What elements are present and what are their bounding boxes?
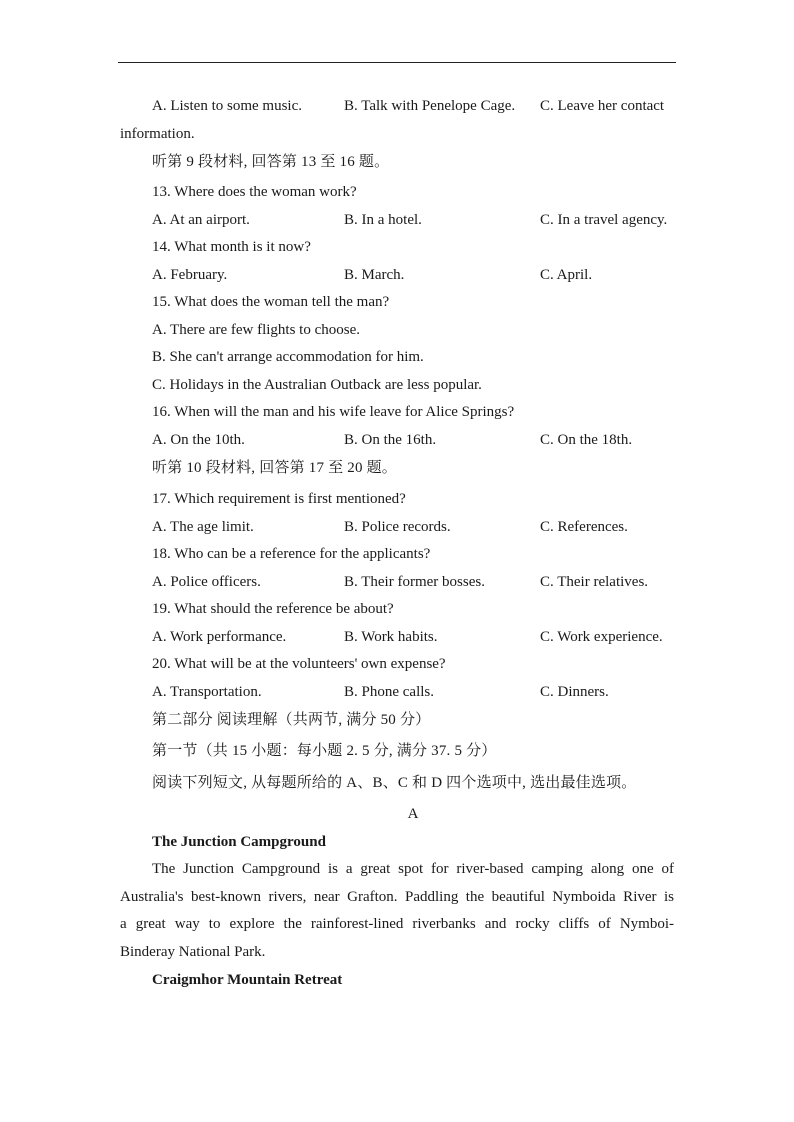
q20-option-b: B. Phone calls. — [344, 684, 434, 700]
q13-option-b: B. In a hotel. — [344, 212, 422, 228]
q17-stem: 17. Which requirement is first mentioned? — [152, 491, 406, 507]
q12-option-c: C. Leave her contact — [540, 98, 665, 114]
reading-instruction: 阅读下列短文, 从每题所给的 A、B、C 和 D 四个选项中, 选出最佳选项。 — [152, 775, 637, 791]
q18-stem: 18. Who can be a reference for the applicants? — [152, 546, 431, 562]
q18-option-b: B. Their former bosses. — [344, 574, 485, 590]
q13-stem: 13. Where does the woman work? — [152, 184, 357, 200]
q17-option-a: A. The age limit. — [152, 519, 254, 535]
q13-option-c: C. In a travel agency. — [540, 212, 668, 228]
q16-option-b: B. On the 16th. — [344, 432, 437, 448]
passage-label: A — [407, 806, 419, 822]
para1-line3: a great way to explore the rainforest-lined riverbanks and rocky cliffs of Nymboi- — [120, 916, 674, 932]
q12-option-a: A. Listen to some music. — [152, 98, 302, 114]
q17-option-c: C. References. — [540, 519, 628, 535]
q14-option-c: C. April. — [540, 267, 593, 283]
header-rule — [118, 62, 676, 63]
q15-option-b: B. She can't arrange accommodation for him. — [152, 349, 424, 365]
q14-option-a: A. February. — [152, 267, 228, 283]
q20-option-a: A. Transportation. — [152, 684, 262, 700]
para1-line1: The Junction Campground is a great spot for river-based camping along one of — [152, 861, 674, 877]
q18-option-a: A. Police officers. — [152, 574, 261, 590]
q19-option-a: A. Work performance. — [152, 629, 287, 645]
q17-option-b: B. Police records. — [344, 519, 451, 535]
q15-option-a: A. There are few flights to choose. — [152, 322, 360, 338]
q16-option-c: C. On the 18th. — [540, 432, 633, 448]
q12-option-c-continued: information. — [120, 126, 195, 142]
para1-line4: Binderay National Park. — [120, 944, 266, 960]
section9-instruction: 听第 9 段材料, 回答第 13 至 16 题。 — [152, 154, 390, 170]
part2-title: 第二部分 阅读理解（共两节, 满分 50 分） — [152, 712, 431, 728]
q15-option-c: C. Holidays in the Australian Outback are less popular. — [152, 377, 482, 393]
q16-option-a: A. On the 10th. — [152, 432, 245, 448]
q14-stem: 14. What month is it now? — [152, 239, 311, 255]
section10-instruction: 听第 10 段材料, 回答第 17 至 20 题。 — [152, 460, 398, 476]
q20-option-c: C. Dinners. — [540, 684, 609, 700]
q19-stem: 19. What should the reference be about? — [152, 601, 394, 617]
q12-option-b: B. Talk with Penelope Cage. — [344, 98, 516, 114]
q15-stem: 15. What does the woman tell the man? — [152, 294, 390, 310]
q13-option-a: A. At an airport. — [152, 212, 250, 228]
q20-stem: 20. What will be at the volunteers' own expense? — [152, 656, 446, 672]
para1-line2: Australia's best-known rivers, near Grafton. Paddling the beautiful Nymboida River is — [120, 889, 674, 905]
section1-title: 第一节（共 15 小题：每小题 2. 5 分, 满分 37. 5 分） — [152, 743, 497, 759]
q19-option-b: B. Work habits. — [344, 629, 438, 645]
q19-option-c: C. Work experience. — [540, 629, 663, 645]
q18-option-c: C. Their relatives. — [540, 574, 649, 590]
q16-stem: 16. When will the man and his wife leave for Alice Springs? — [152, 404, 515, 420]
heading-junction-campground: The Junction Campground — [152, 834, 326, 850]
q14-option-b: B. March. — [344, 267, 405, 283]
heading-craigmhor-retreat: Craigmhor Mountain Retreat — [152, 972, 343, 988]
